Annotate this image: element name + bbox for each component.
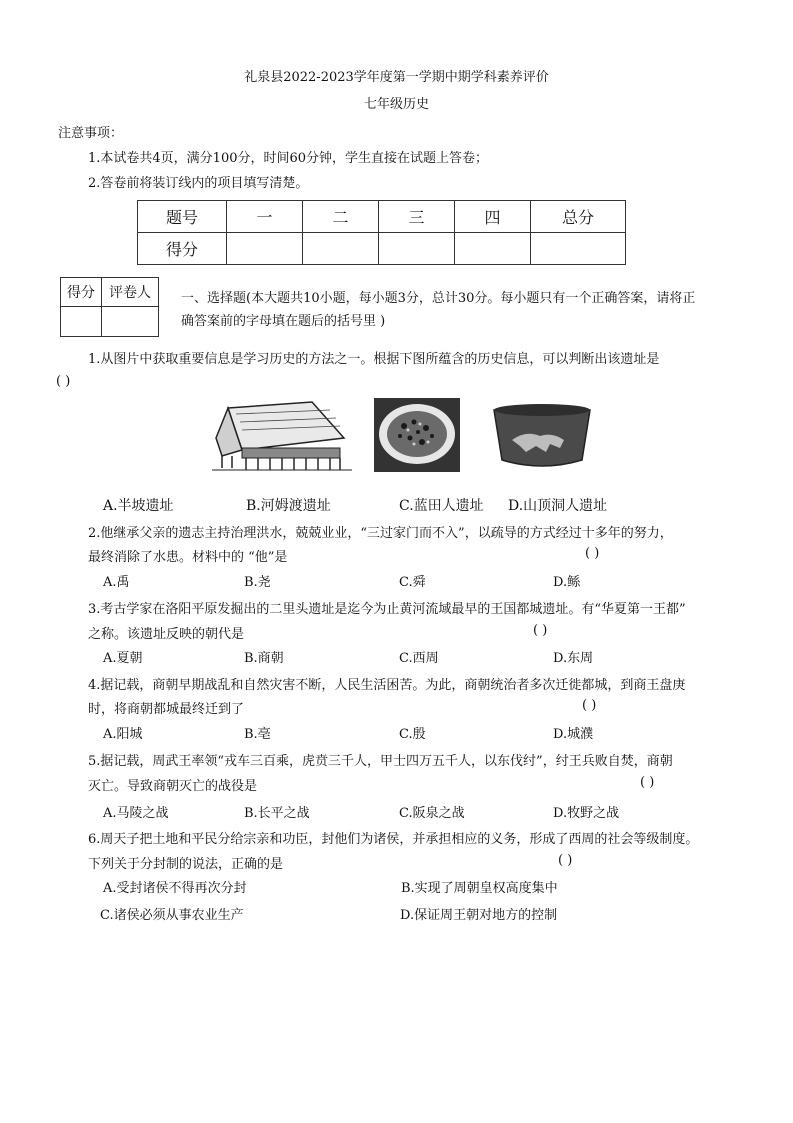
question-6-paren: ( ) [558,853,573,868]
question-5-text-line2: 灭亡。导致商朝灭亡的战役是 [88,779,258,794]
question-4-option-c[interactable]: C.殷 [399,727,426,742]
question-3-option-b[interactable]: B.商朝 [244,651,284,666]
score-cell-4[interactable] [455,233,531,265]
question-4-option-d[interactable]: D.城濮 [553,727,594,742]
question-6-text: 6.周天子把土地和平民分给宗亲和功臣，封他们为诸侯，并承担相应的义务，形成了西周的社会等级制度。 [88,832,699,847]
question-1-option-d[interactable]: D.山顶洞人遗址 [508,498,608,514]
question-4-option-b[interactable]: B.亳 [244,727,271,742]
question-3-paren: ( ) [533,623,548,638]
question-5-option-b[interactable]: B.长平之战 [244,806,310,821]
question-3-option-a[interactable]: A.夏朝 [103,651,143,666]
question-5-option-a[interactable]: A.马陵之战 [103,806,169,821]
score-cell-1[interactable] [227,233,303,265]
question-2-option-d[interactable]: D.鲧 [553,575,581,590]
reviewer-name-cell[interactable] [102,307,159,337]
question-6-option-a[interactable]: A.受封诸侯不得再次分封 [103,881,247,896]
question-2-option-a[interactable]: A.禹 [103,575,130,590]
question-1-paren: ( ) [56,374,71,389]
question-4-option-a[interactable]: A.阳城 [103,727,143,742]
score-header-1: 一 [227,201,303,233]
section1-instructions-line2: 确答案前的字母填在题后的括号里 ) [181,314,386,329]
stilt-house-image [212,398,352,472]
notes-heading: 注意事项： [58,126,124,141]
question-4-text-line2: 时，将商朝都城最终迁到了 [88,702,245,717]
question-2-paren: ( ) [585,546,600,561]
question-5-text: 5.据记载，周武王率领“戎车三百乘，虎贲三千人，甲士四万五千人，以东伐纣”，纣王兵败自焚，商朝 [88,754,673,769]
question-6-option-b[interactable]: B.实现了周朝皇权高度集中 [401,881,558,896]
reviewer-box [60,277,159,337]
score-cell-3[interactable] [379,233,455,265]
question-2-option-c[interactable]: C.舜 [399,575,426,590]
question-5-paren: ( ) [640,775,655,790]
question-3-option-d[interactable]: D.东周 [553,651,594,666]
page-subtitle: 七年级历史 [363,97,429,112]
score-cell-2[interactable] [303,233,379,265]
question-4-text: 4.据记载，商朝早期战乱和自然灾害不断，人民生活困苦。为此，商朝统治者多次迁徙都城，到商王盘庚 [88,678,686,693]
score-header-total: 总分 [531,201,626,233]
question-1-option-b[interactable]: B.河姆渡遗址 [246,498,331,514]
rice-bowl-image [374,398,460,472]
question-3-option-c[interactable]: C.西周 [399,651,439,666]
question-5-option-c[interactable]: C.阪泉之战 [399,806,465,821]
reviewer-score-label: 得分 [61,278,102,307]
note-item-1: 1.本试卷共4页，满分100分，时间60分钟，学生直接在试题上答卷； [88,151,489,166]
question-3-text: 3.考古学家在洛阳平原发掘出的二里头遗址是迄今为止黄河流域最早的王国都城遗址。有“华夏第一王都” [88,602,686,617]
score-header-3: 三 [379,201,455,233]
question-1-text: 1.从图片中获取重要信息是学习历史的方法之一。根据下图所蕴含的历史信息，可以判断出该遗址是 [88,352,660,367]
score-header-4: 四 [455,201,531,233]
score-table [137,200,626,265]
note-item-2: 2.答卷前将装订线内的项目填写清楚。 [88,176,309,191]
question-2-option-b[interactable]: B.尧 [244,575,271,590]
page-title: 礼泉县2022-2023学年度第一学期中期学科素养评价 [244,70,549,85]
section1-instructions-line1: 一、选择题(本大题共10小题，每小题3分，总计30分。每小题只有一个正确答案，请将正 [181,291,696,306]
question-4-paren: ( ) [582,698,597,713]
question-5-option-d[interactable]: D.牧野之战 [553,806,620,821]
question-2-text: 2.他继承父亲的遗志主持治理洪水，兢兢业业，“三过家门而不入”，以疏导的方式经过十多年的努力， [88,526,673,541]
reviewer-score-cell[interactable] [61,307,102,337]
question-1-option-c[interactable]: C.蓝田人遗址 [399,498,484,514]
question-6-option-c[interactable]: C.诸侯必须从事农业生产 [100,908,244,923]
score-row-label: 得分 [138,233,227,265]
pottery-bowl-image [490,402,594,472]
question-1-option-a[interactable]: A.半坡遗址 [103,498,174,514]
question-3-text-line2: 之称。该遗址反映的朝代是 [88,627,245,642]
score-header-number: 题号 [138,201,227,233]
score-cell-total[interactable] [531,233,626,265]
question-2-text-line2: 最终消除了水患。材料中的 “他”是 [88,550,288,565]
question-6-text-line2: 下列关于分封制的说法，正确的是 [88,857,284,872]
reviewer-name-label: 评卷人 [102,278,159,307]
score-header-2: 二 [303,201,379,233]
question-6-option-d[interactable]: D.保证周王朝对地方的控制 [400,908,558,923]
